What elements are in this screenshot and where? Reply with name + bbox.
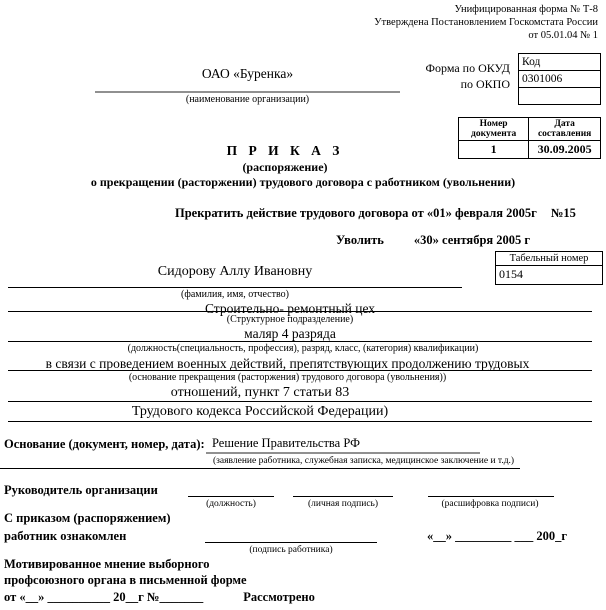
terminate-line xyxy=(175,206,576,221)
reason-underline3 xyxy=(8,421,592,422)
head-position-blank xyxy=(188,496,274,497)
basis-caption: (заявление работника, служебная записка, медицинское заключение и т.д.) xyxy=(213,456,515,466)
union-date-blanks: от «__» __________ 20__г №_______ xyxy=(4,590,204,604)
okpo-value-cell xyxy=(519,88,601,105)
employee-name-underline xyxy=(8,287,462,288)
basis-label: Основание (документ, номер, дата): xyxy=(4,437,205,451)
personnel-number-box xyxy=(495,251,603,285)
department-caption: (Структурное подразделение) xyxy=(226,314,354,325)
employee-name-caption: (фамилия, имя, отчество) xyxy=(181,289,289,300)
doc-date-header: Дата составления xyxy=(529,118,601,141)
okud-value-cell: 0301006 xyxy=(519,71,601,88)
union-line2: профсоюзного органа в письменной форме xyxy=(4,573,247,587)
reason-caption: (основание прекращения (расторжения) трудового договора (увольнения)) xyxy=(128,372,447,383)
doc-number-value: 1 xyxy=(459,141,529,159)
basis-value: Решение Правительства РФ xyxy=(206,436,480,454)
employee-name: Сидорову Аллу Ивановну xyxy=(157,264,313,279)
reason-underline1 xyxy=(8,370,592,371)
position-underline xyxy=(8,341,592,342)
organization-caption: (наименование организации) xyxy=(185,94,310,105)
dismiss-line xyxy=(336,233,530,248)
head-signature-caption: (личная подпись) xyxy=(307,499,379,509)
personnel-number-label: Табельный номер xyxy=(496,252,602,266)
approval-date-line: от 05.01.04 № 1 xyxy=(528,30,598,41)
position-caption: (должность(специальность, профессия), разряд, класс, (категория) квалификации) xyxy=(127,343,479,354)
doc-number-header: Номер документа xyxy=(459,118,529,141)
head-position-caption: (должность) xyxy=(206,499,256,509)
department-underline xyxy=(8,311,592,312)
ack-line2: работник ознакомлен xyxy=(4,529,127,543)
reason-line3: Трудового кодекса Российской Федерации) xyxy=(131,404,389,419)
okud-labels xyxy=(370,60,510,92)
ack-signature-blank xyxy=(205,542,377,543)
head-name-caption: (расшифровка подписи) xyxy=(441,499,539,509)
approval-header xyxy=(178,3,598,42)
organization-underline xyxy=(95,91,400,93)
title-rasporyazhenie: (распоряжение) xyxy=(242,160,328,174)
ack-line1: С приказом (распоряжением) xyxy=(4,511,171,525)
terminate-contract-number: №15 xyxy=(550,206,576,220)
reason-underline2 xyxy=(8,401,592,402)
reason-line2: отношений, пункт 7 статьи 83 xyxy=(170,385,350,400)
dismiss-label: Уволить xyxy=(336,233,384,247)
head-name-blank xyxy=(428,496,554,497)
union-result: Рассмотрено xyxy=(243,590,315,604)
department-value: Строительно- ремонтный цех xyxy=(204,301,376,316)
code-header-cell: Код xyxy=(519,54,601,71)
ack-date: «__» _________ ___ 200_г xyxy=(427,529,568,543)
okud-label: Форма по ОКУД xyxy=(425,61,510,75)
basis-underline xyxy=(0,468,520,469)
head-label: Руководитель организации xyxy=(4,483,158,497)
title-subject: о прекращении (расторжении) трудового договора с работником (увольнении) xyxy=(90,175,516,189)
organization-name: ОАО «Буренка» xyxy=(201,66,294,81)
dismiss-date: «30» сентября 2005 г xyxy=(413,233,531,247)
form-code-line: Унифицированная форма № Т-8 xyxy=(454,4,598,15)
ack-signature-caption: (подпись работника) xyxy=(249,545,333,555)
head-signature-blank xyxy=(293,496,393,497)
union-line3 xyxy=(4,590,315,605)
doc-date-value: 30.09.2005 xyxy=(529,141,601,159)
union-line1: Мотивированное мнение выборного xyxy=(4,557,210,571)
personnel-number-value: 0154 xyxy=(499,267,523,281)
title-prikaz: П Р И К А З xyxy=(226,143,344,158)
terminate-text: Прекратить действие трудового договора от «01» февраля 2005г xyxy=(175,206,537,220)
position-value: маляр 4 разряда xyxy=(244,326,336,341)
approval-line: Утверждена Постановлением Госкомстата России xyxy=(374,17,598,28)
reason-line1: в связи с проведением военных действий, препятствующих продолжению трудовых xyxy=(45,356,530,371)
okpo-label: по ОКПО xyxy=(460,77,510,91)
code-box xyxy=(518,53,601,105)
